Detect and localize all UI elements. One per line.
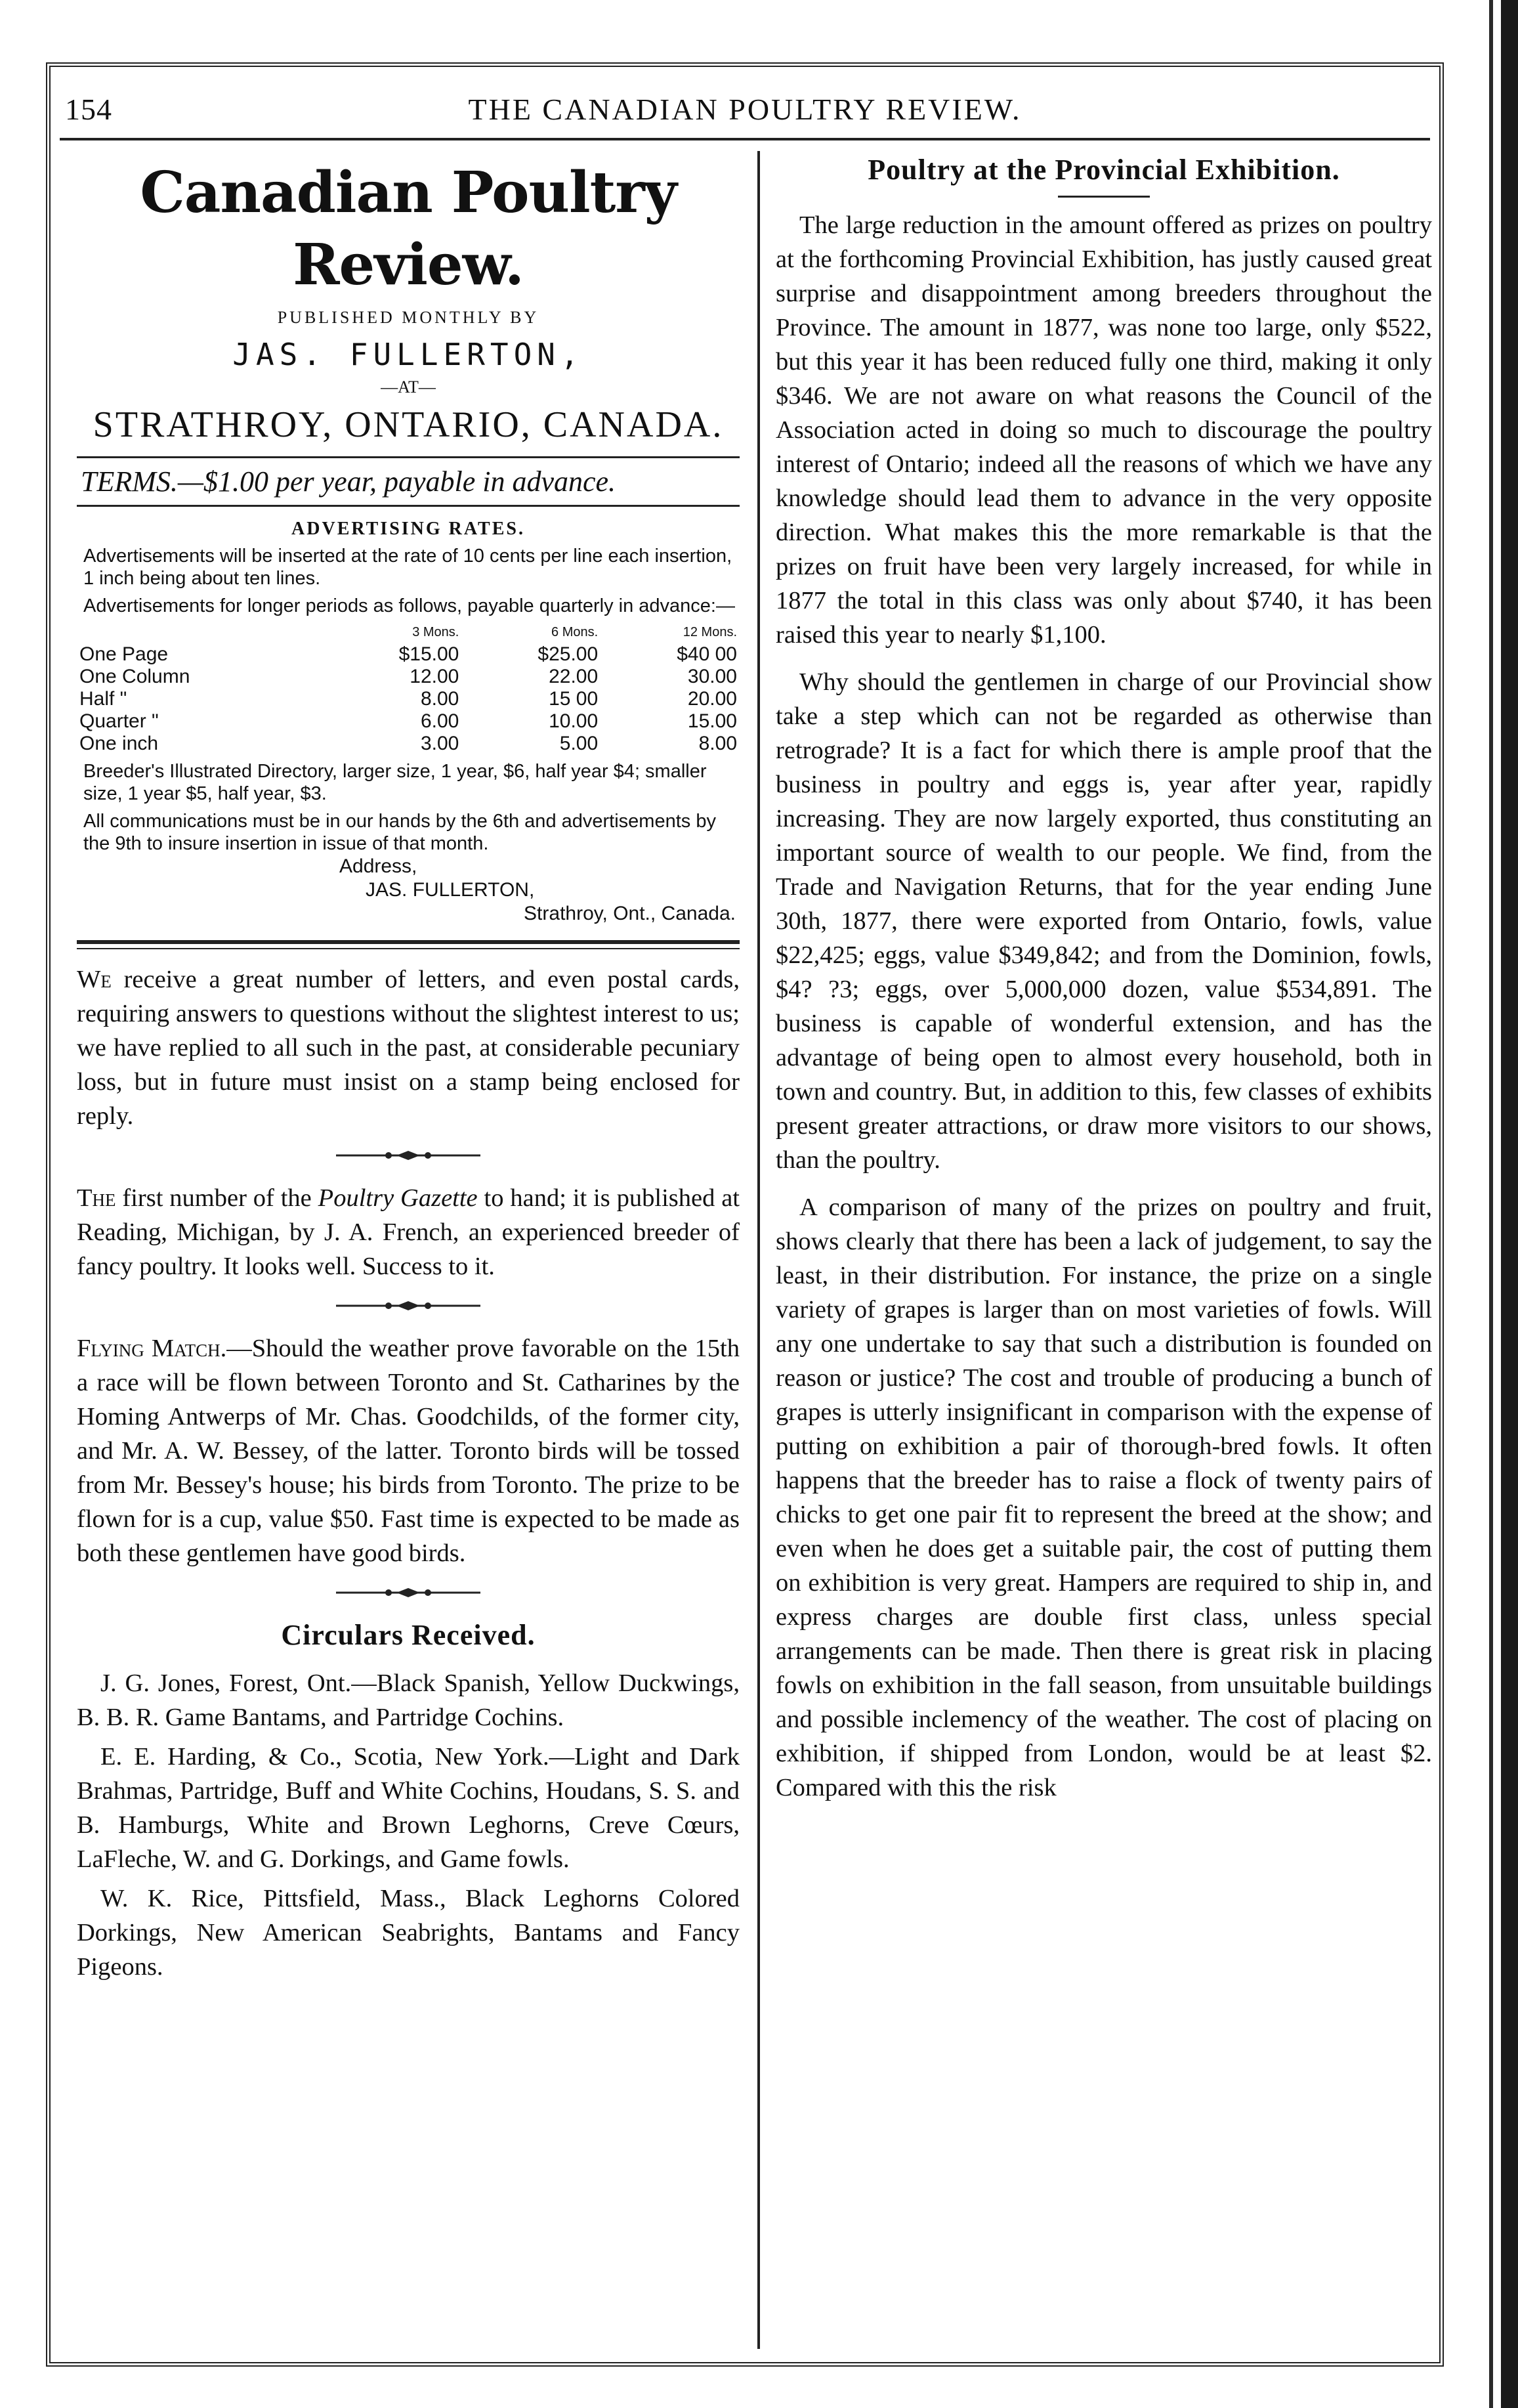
communications-notice: All communications must be in our hands by the 6th and advertisements by the 9th to insure insertion in issue of that month.	[83, 811, 716, 854]
scan-edge-line	[1489, 0, 1493, 2408]
advertising-heading: ADVERTISING RATES.	[291, 519, 525, 539]
advertising-intro: Advertisements will be inserted at the rate of 10 cents per line each insertion, 1 inch being about ten lines.	[83, 546, 732, 589]
letters-text: receive a great number of letters, and even postal cards, requiring answers to questions without the slightest interest to us; we have replied to all such in the past, at considerable pecuniary loss, but in future must insist on a stamp being enclosed for reply.	[77, 966, 740, 1130]
rates-table	[77, 621, 740, 755]
flying-match-lead: Flying Match.	[77, 1335, 227, 1362]
rates-cell: 8.00	[420, 688, 459, 710]
subscription-terms: TERMS.—$1.00 per year, payable in advance.	[77, 456, 740, 507]
flying-match-text: —Should the weather prove favorable on the 15th a race will be flown between Toronto and St. Catharines by the Homing Antwerps of Mr. Chas. Goodchilds, of the former city, and Mr. A. W. Bessey, of the latter. Toronto birds will be tossed from Mr. Bessey's house; his birds from Toronto. The prize to be flown for is a cup, value $50. Fast time is expected to be made as both these gentlemen have good birds.	[77, 1335, 740, 1567]
rates-column-header: 12 Mons.	[683, 625, 737, 639]
scan-edge	[1501, 0, 1518, 2408]
rates-row	[77, 666, 740, 688]
rates-cell: 3.00	[420, 733, 459, 754]
rates-cell: $15.00	[398, 643, 459, 665]
address-label: Address,	[339, 855, 417, 877]
publisher-name: JAS. FULLERTON,	[232, 337, 584, 372]
gazette-paragraph	[77, 1181, 740, 1283]
gazette-lead: The	[77, 1184, 116, 1212]
at-line: —AT—	[381, 377, 436, 397]
rates-cell: 12.00	[410, 666, 459, 687]
rates-row	[77, 710, 740, 733]
article-paragraph: The large reduction in the amount offered as prizes on poultry at the forthcoming Provincial Exhibition, has justly caused great surprise and disappointment among breeders throughout the Province. The amount in 1877, was none too large, only $522, but this year it has been reduced fully one third, making it only $346. We are not aware on what reasons the Council of the Association acted in doing so much to discourage the poultry interest of Ontario; indeed all the reasons of which we have any knowledge should lead them to advance in the very opposite direction. What makes this the more remarkable is that the prizes on fruit have been very largely increased, for while in 1877 the total in this class was only about $740, it has been raised this year to nearly $1,100.	[776, 211, 1432, 649]
article-heading: Poultry at the Provincial Exhibition.	[868, 154, 1340, 186]
circulars-heading: Circulars Received.	[281, 1619, 536, 1651]
rates-row	[77, 643, 740, 666]
rates-row-label: One Page	[79, 643, 169, 665]
rates-row-label: Quarter "	[79, 710, 159, 732]
address-block	[77, 855, 740, 926]
rates-row-label: One Column	[79, 666, 190, 687]
circular-item: W. K. Rice, Pittsfield, Mass., Black Leghorns Colored Dorkings, New American Seabrights, Bantams and Fancy Pigeons.	[77, 1885, 740, 1981]
left-column	[77, 149, 740, 1984]
rates-row	[77, 688, 740, 710]
rates-cell: 22.00	[549, 666, 599, 687]
rates-cell: 30.00	[687, 666, 737, 687]
column-divider	[757, 151, 760, 2349]
letters-lead: We	[77, 966, 112, 993]
circular-item: J. G. Jones, Forest, Ont.—Black Spanish, Yellow Duckwings, B. B. R. Game Bantams, and Partridge Cochins.	[77, 1669, 740, 1731]
article-paragraph: A comparison of many of the prizes on poultry and fruit, shows clearly that there has been a lack of judgement, to say the least, in their distribution. For instance, the prize on a single variety of grapes is larger than on most varieties of fowls. Will any one undertake to say that such a distribution is founded on reason or justice? The cost and trouble of producing a bunch of grapes is utterly insignificant in comparison with the expense of putting on exhibition a pair of thorough-bred fowls. It often happens that the breeder has to raise a flock of twenty pairs of chicks to get one pair fit to represent the breed at the show; and even when he does get a suitable pair, the cost of putting them on exhibition is very great. Hampers are required to ship in, and express charges are double first class, unless special arrangements can be made. Then there is great risk in placing fowls on exhibition in the fall season, from unsuitable buildings and possible inclemency of the weather. The cost of placing on exhibition, if shipped from London, would be at least $2. Compared with this the risk	[776, 1193, 1432, 1801]
rates-row-label: One inch	[79, 733, 159, 754]
page-header	[51, 80, 1439, 139]
rates-header-row	[77, 621, 740, 643]
flying-match-paragraph	[77, 1331, 740, 1570]
rates-column-header: 3 Mons.	[412, 625, 459, 639]
masthead-rule-thick	[77, 940, 740, 944]
letters-paragraph	[77, 962, 740, 1133]
article-paragraph: Why should the gentlemen in charge of our Provincial show take a step which can not be regarded as otherwise than retrograde? It is a fact for which there is ample proof that the business in poultry and eggs is, year after year, rapidly increasing. They are now largely exported, thus constituting an important source of wealth to our people. We find, from the Trade and Navigation Returns, that for the year ending June 30th, 1877, there were exported from Ontario, fowls, value $22,425; eggs, value $349,842; and from the Dominion, fowls, $4? ?3; eggs, over 5,000,000 dozen, value $534,891. The business is capable of wonderful extension, and has the advantage of being open to almost every household, both in town and country. But, in addition to this, few classes of exhibits present greater attractions, or draw more visitors to our shows, than the poultry.	[776, 668, 1432, 1174]
gazette-text-b: to hand; it is published at Reading, Michigan, by J. A. French, an experienced breeder of fancy poultry. It looks well. Success to it.	[77, 1184, 740, 1280]
advertising-longer-periods: Advertisements for longer periods as follows, payable quarterly in advance:—	[83, 595, 735, 616]
masthead-title: Canadian Poultry Review.	[140, 160, 677, 298]
address-name: JAS. FULLERTON,	[366, 879, 535, 901]
rates-row	[77, 733, 740, 755]
header-rule	[60, 138, 1430, 140]
page-number: 154	[65, 93, 112, 126]
rates-cell: 5.00	[559, 733, 599, 754]
ornament-divider	[77, 1299, 740, 1316]
ornament-divider	[77, 1149, 740, 1165]
rates-cell: $40 00	[677, 643, 737, 665]
running-title: THE CANADIAN POULTRY REVIEW.	[468, 93, 1022, 126]
rates-cell: 10.00	[549, 710, 599, 732]
rates-cell: 8.00	[698, 733, 737, 754]
published-line: PUBLISHED MONTHLY BY	[277, 308, 539, 327]
ornament-divider	[77, 1586, 740, 1602]
rates-cell: 15.00	[687, 710, 737, 732]
rates-cell: 15 00	[549, 688, 599, 710]
publication-location: STRATHROY, ONTARIO, CANADA.	[93, 404, 724, 445]
rates-cell: $25.00	[538, 643, 599, 665]
rates-cell: 6.00	[420, 710, 459, 732]
rates-column-header: 6 Mons.	[551, 625, 599, 639]
gazette-text-a: first number of the	[116, 1184, 318, 1212]
address-place: Strathroy, Ont., Canada.	[524, 903, 736, 924]
circular-item: E. E. Harding, & Co., Scotia, New York.—Light and Dark Brahmas, Partridge, Buff and White Cochins, Houdans, S. S. and B. Hamburgs, White and Brown Leghorns, Creve Cœurs, LaFleche, W. and G. Dorkings, and Game fowls.	[77, 1743, 740, 1873]
newspaper-page	[46, 62, 1444, 2367]
article-heading-rule	[1058, 196, 1150, 198]
gazette-title: Poultry Gazette	[318, 1184, 478, 1212]
rates-cell: 20.00	[687, 688, 737, 710]
right-column	[776, 149, 1432, 1805]
rates-row-label: Half "	[79, 688, 127, 710]
directory-rates: Breeder's Illustrated Directory, larger size, 1 year, $6, half year $4; smaller size, 1 year $5, half year, $3.	[83, 761, 707, 804]
